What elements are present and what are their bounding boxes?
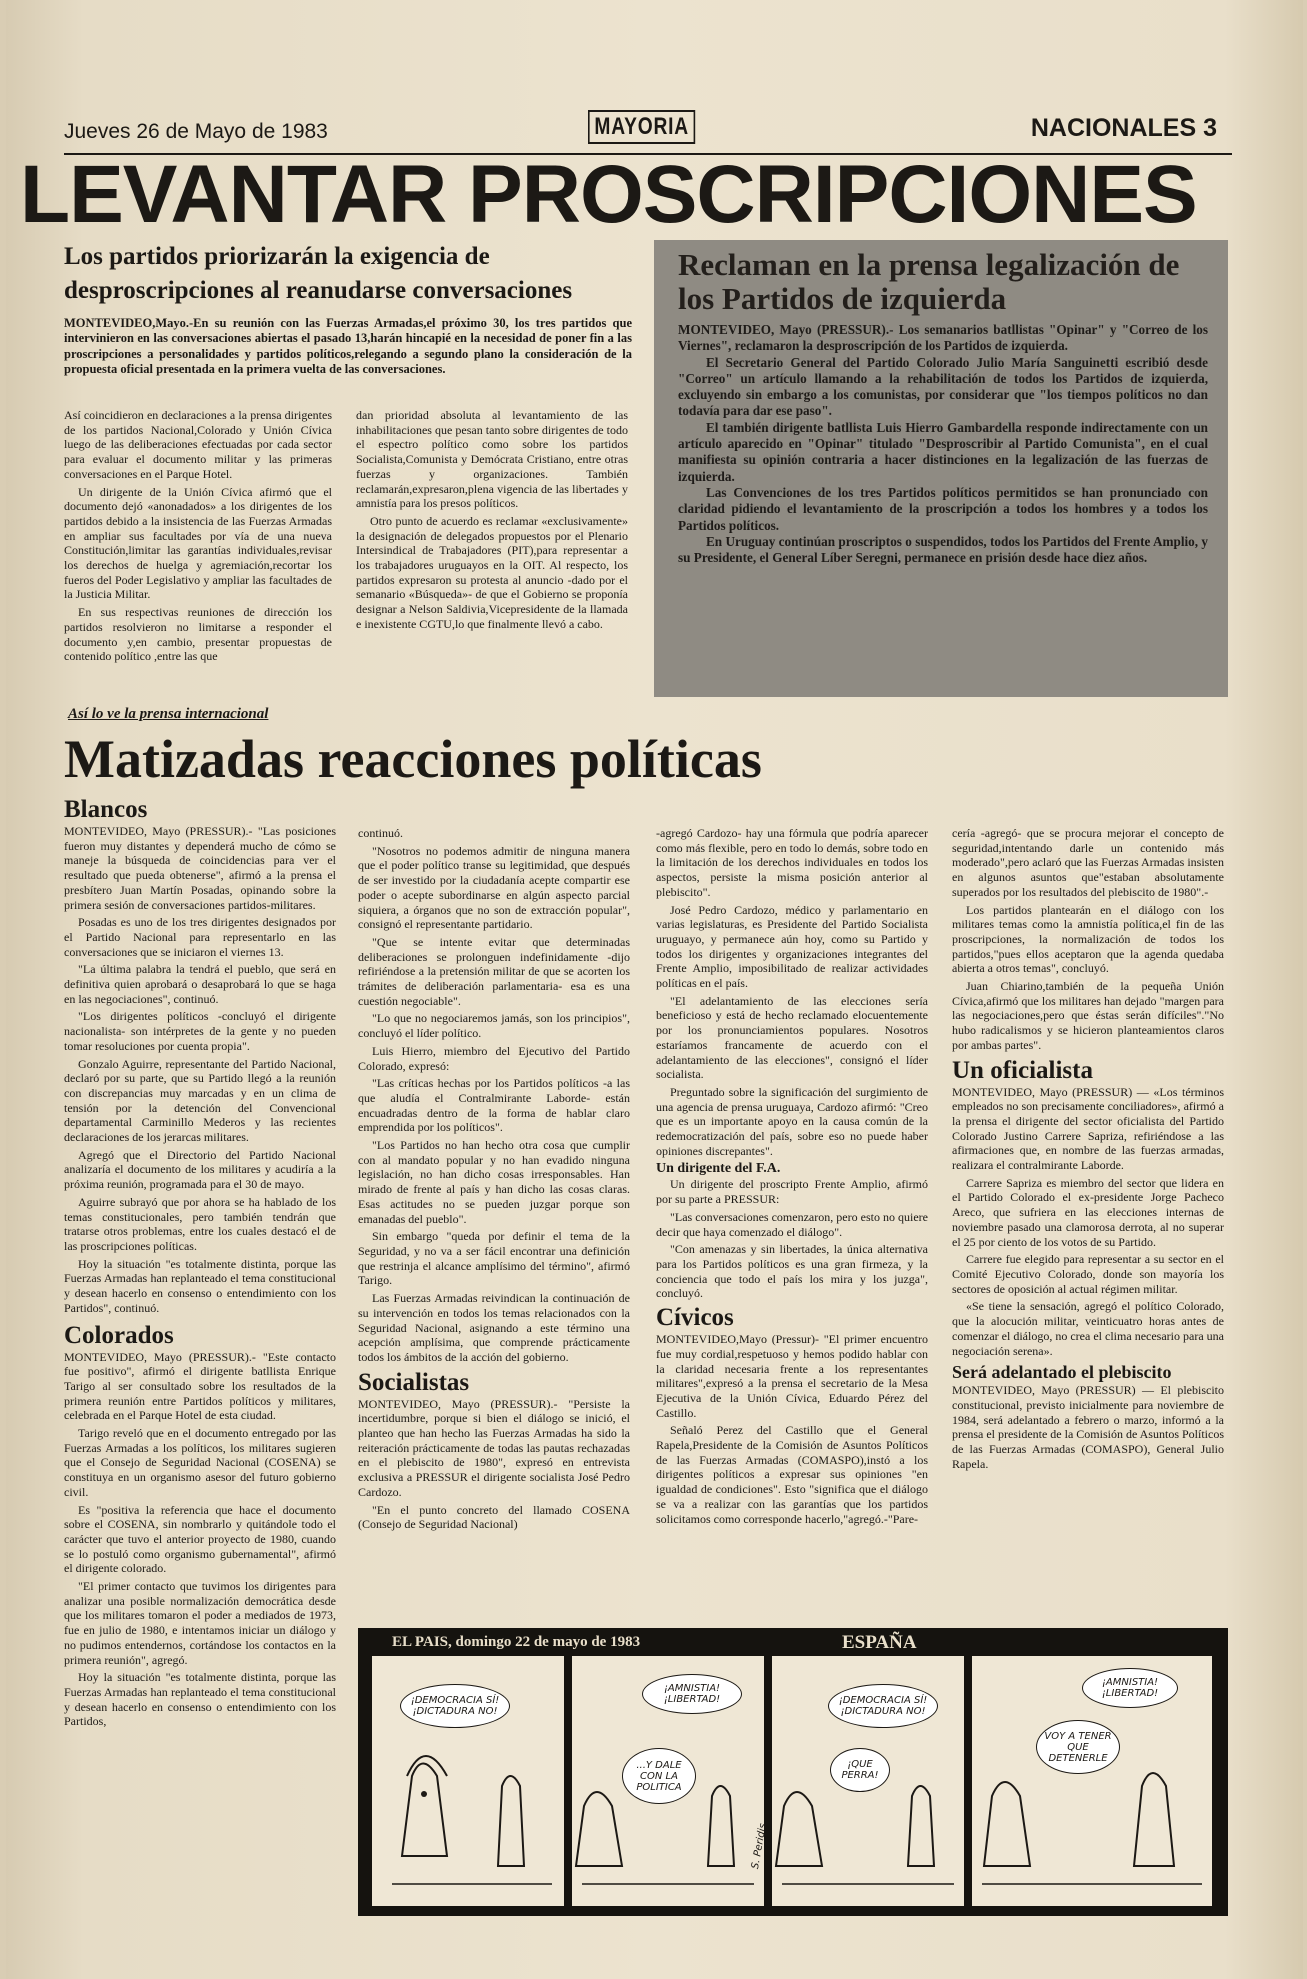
paragraph: Luis Hierro, miembro del Ejecutivo del Partido Colorado, expresó:: [358, 1043, 630, 1073]
blancos-text: [64, 824, 336, 1316]
paragraph: "Las conversaciones comenzaron, pero esto no quiere decir que haya comenzado el diálogo".: [656, 1209, 928, 1239]
lead-article-col2: [356, 408, 628, 635]
paragraph: Agregó que el Directorio del Partido Nacional analizaría el documento de los militares y acudiría a la próxima reunión, programada para el 30 de mayo.: [64, 1147, 336, 1192]
paragraph: continuó.: [358, 826, 403, 840]
paragraph: Un dirigente de la Unión Cívica afirmó que el documento dejó «anonadados» a los dirigentes de los partidos debido a la insistencia de las Fuerzas Armadas en ampliar sus facultades por vía de una nueva Constitución,limitar las garantías individuales,revisar los derechos de huelga y agremiación,recortar los fueros del Poder Legislativo y ampliar las facultades de la Justicia Militar.: [64, 484, 332, 602]
cartoonist-signature: S. Peridis: [750, 1822, 769, 1870]
fa-text: [656, 1177, 928, 1301]
paragraph: Carrere Sapriza es miembro del sector que lidera en el Partido Colorado el ex-presidente Jorge Pacheco Areco, que sufriera en las elecciones internas de noviembre pasado una clamorosa derrota, al no superar el 25 por ciento de los votos de su Partido.: [952, 1175, 1224, 1249]
cartoon-source: EL PAIS, domingo 22 de mayo de 1983: [392, 1634, 641, 1650]
paragraph: Así coincidieron en declaraciones a la prensa dirigentes de los partidos Nacional,Colorado y Unión Cívica luego de las deliberaciones efectuadas por cada sector para evaluar el documento militar y las primeras conversaciones en el Parque Hotel.: [64, 408, 332, 481]
section-col4: [952, 826, 1224, 1474]
col2-text: [358, 826, 630, 1365]
paragraph: Señaló Perez del Castillo que el General Rapela,Presidente de la Comisión de Asuntos Políticos de las Fuerzas Armadas (COMASPO),instó a los dirigentes políticos a expresar sus opiniones "en igualdad de condiciones". Esto "significa que el diálogo se va a realizar con las garantías que los partidos solicitamos como corresponde hacerlo,"agregó.-"Pare-: [656, 1423, 928, 1526]
paragraph: «Se tiene la sensación, agregó el político Colorado, que la alocución militar, veinticuatro horas antes de comenzar el diálogo, no crea el clima necesario para una negociación serena».: [952, 1299, 1224, 1358]
paragraph: "Con amenazas y sin libertades, la única alternativa para los Partidos políticos es una gran firmeza, y la conciencia que todo el país los mira y los juzga", concluyó.: [656, 1242, 928, 1301]
paragraph: "Nosotros no podemos admitir de ninguna manera que el poder político transe su legitimidad, que después de ser investido por la ciudadanía acepte compartir ese poder o acepte subordinarse en algún aspecto parcial siquiera, a órganos que no son de extracción popular", consignó el representante partidario.: [358, 843, 630, 932]
paragraph: MONTEVIDEO, Mayo (PRESSUR).- Los semanarios batllistas "Opinar" y "Correo de los Viernes", reclamaron la desproscripción de los Partidos de izquierda.: [678, 322, 1208, 354]
paragraph: Tarigo reveló que en el documento entregado por las Fuerzas Armadas a los políticos, los militares sugieren que el Consejo de Seguridad Nacional (COSENA) se constituya en un organismo asesor del futuro gobierno civil.: [64, 1426, 336, 1499]
paragraph: "Los dirigentes políticos -concluyó el dirigente nacionalista- son intérpretes de la gente y no pueden tomar resoluciones por cuenta propia".: [64, 1009, 336, 1053]
speech-bubble: ¡DEMOCRACIA SÍ! ¡DICTADURA NO!: [828, 1684, 938, 1728]
paragraph: MONTEVIDEO, Mayo (PRESSUR).- "Persiste la incertidumbre, porque si bien el diálogo se inició, el planteo que han hecho las Fuerzas Armadas ha sido la reiteración prácticamente de todas las pautas rechazadas en el plebiscito de 1980", expresó en entrevista exclusiva a PRESSUR el dirigente socialista José Pedro Cardozo.: [358, 1396, 630, 1499]
cartoon-panel-4: [972, 1656, 1212, 1906]
paragraph: "Las críticas hechas por los Partidos políticos -a las que aludía el Contralmirante Laborde- están encuadradas dentro de la forma de hablar claro emprendida por los políticos".: [358, 1076, 630, 1135]
paragraph: Es "positiva la referencia que hace el documento sobre el COSENA, sin nombrarlo y quitándole todo el carácter que tuvo el anterior proyecto de 1980, cuando se lo postuló como organismo gubernamental", afirmó el dirigente colorado.: [64, 1502, 336, 1576]
speech-bubble: ¡AMNISTIA! ¡LIBERTAD!: [1082, 1668, 1178, 1708]
paragraph: Gonzalo Aguirre, representante del Partido Nacional, declaró por su parte, que su Partido llegó a la reunión con discrepancias muy marcadas y en un clima de tensión por la detención del Convencional departamental Carminillo Mederos y las recientes declaraciones de los jerarcas militares.: [64, 1056, 336, 1145]
header-date: Jueves 26 de Mayo de 1983: [64, 120, 328, 143]
section-col1: [64, 796, 336, 1732]
col3-text: [656, 826, 928, 1158]
paragraph: MONTEVIDEO, Mayo (PRESSUR) — «Los términos empleados no son precisamente conciliadores», afirmó a la prensa el dirigente del sector oficialista del Partido Colorado Justino Carrere Sapriza, refiriéndose a las afirmaciones que, en nombre de las fuerzas armadas, realizara el contralmirante Laborde.: [952, 1084, 1224, 1173]
paragraph: "Que se intente evitar que determinadas deliberaciones se prolonguen indefinidamente -dijo refiriéndose a la pretensión militar de que se acorten los trámites de deliberación parlamentaria- esa es una cuestión negociable".: [358, 934, 630, 1008]
paragraph: Hoy la situación "es totalmente distinta, porque las Fuerzas Armadas han replanteado el tema constitucional y desean hacerlo en consenso o entendimiento con los Partidos", continuó.: [64, 1256, 336, 1315]
cartoon-figures: [972, 1656, 1212, 1906]
paragraph: Posadas es uno de los tres dirigentes designados por el Partido Nacional para representarlo en las conversaciones que se iniciaron el viernes 13.: [64, 915, 336, 959]
lead-article-col1: [64, 408, 332, 667]
cartoon-panel-1: [372, 1656, 564, 1906]
paragraph: -agregó Cardozo- hay una fórmula que podría aparecer como más flexible, pero en todo lo demás, sobre todo en la limitación de los derechos individuales en todos los aspectos, persiste la misma posición anterior al plebiscito".: [656, 826, 928, 899]
paragraph: dan prioridad absoluta al levantamiento de las inhabilitaciones que pesan tanto sobre dirigentes de todo el espectro político como sobre los partidos Socialista,Comunista y Demócrata Cristiano, entre otras fuerzas y organizaciones. También reclamarán,expresaron,plena vigencia de las libertades y amnistía para los presos políticos.: [356, 408, 628, 511]
paper-logo: MAYORIA: [588, 110, 695, 144]
speech-bubble: ¡AMNISTIA! ¡LIBERTAD!: [642, 1674, 742, 1714]
lead-paragraph: MONTEVIDEO,Mayo.-En su reunión con las Fuerzas Armadas,el próximo 30, los tres partidos que intervinieron en las conversaciones abiertas el pasado 13,harán hincapié en la necesidad de poner fin a las proscripciones a personalidades y partidos políticos,relegando a segundo plano la consideración de la propuesta oficial presentada en la primera vuelta de las conversaciones.: [64, 316, 632, 377]
paragraph: MONTEVIDEO, Mayo (PRESSUR).- "Las posiciones fueron muy distantes y dependerá mucho de cómo se maneje la búsqueda de coincidencias para ver el resultado que pueda obtenerse", afirmó a la prensa el presbítero Juan Martín Posadas, opinando sobre la primera sesión de conversaciones partidos-militares.: [64, 824, 336, 912]
paragraph: José Pedro Cardozo, médico y parlamentario en varias legislaturas, es Presidente del Partido Socialista uruguayo, y permanece aún hoy, como su Partido y todos los dirigentes y organizaciones integrantes del Frente Amplio, imposibilitado de realizar actividades políticas en el país.: [656, 902, 928, 991]
paragraph: MONTEVIDEO, Mayo (PRESSUR).- "Este contacto fue positivo", afirmó el dirigente batllista Enrique Tarigo al ser consultado sobre los resultados de la primera reunión entre Partidos políticos y militares, celebrada en el Parque Hotel de esta ciudad.: [64, 1349, 336, 1423]
newspaper-page: [6, 0, 1303, 1979]
paragraph: "En el punto concreto del llamado COSENA (Consejo de Seguridad Nacional): [358, 1502, 630, 1532]
subhead-colorados: Colorados: [64, 1321, 174, 1349]
cartoon-panel-3: [772, 1656, 964, 1906]
paragraph: Los partidos plantearán en el diálogo con los militares temas como la amnistía política,el fin de las proscripciones, la normalización de todos los partidos,"pues ellos aceptaron que la agenda quedaba abierta a otros temas", concluyó.: [952, 902, 1224, 976]
paragraph: Sin embargo "queda por definir el tema de la Seguridad, y no va a ser fácil encontrar una definición que restrinja el alcance amplísimo del término", afirmó Tarigo.: [358, 1229, 630, 1288]
paragraph: Las Convenciones de los tres Partidos políticos permitidos se han pronunciado con claridad pidiendo el levantamiento de la proscripción a todos los hombres y a todos los Partidos políticos.: [678, 484, 1208, 533]
paragraph: cería -agregó- que se procura mejorar el concepto de seguridad,intentando darle un contenido más moderado",pero aclaró que las Fuerzas Armadas insisten en algunos asuntos que"estaban absolutamente superados por los resultados del plebiscito de 1980".-: [952, 826, 1224, 899]
paragraph: En sus respectivas reuniones de dirección los partidos resolvieron no limitarse a responder el documento y,en cambio, presentar propuestas de contenido político ,entre las que: [64, 605, 332, 664]
second-headline: Matizadas reacciones políticas: [64, 729, 762, 789]
plebiscito-text: [952, 1383, 1224, 1471]
paragraph: Un dirigente del proscripto Frente Amplio, afirmó por su parte a PRESSUR:: [656, 1177, 928, 1207]
cartoon-panel-2: [572, 1656, 764, 1906]
paragraph: En Uruguay continúan proscriptos o suspendidos, todos los Partidos del Frente Amplio, y su Presidente, el General Líber Seregni, permanece en prisión desde hace diez años.: [678, 533, 1208, 566]
paragraph: Hoy la situación "es totalmente distinta, porque las Fuerzas Armadas han replanteado el tema constitucional y desean hacerlo en consenso o entendimiento con los Partidos,: [64, 1670, 336, 1729]
paragraph: Preguntado sobre la significación del surgimiento de una agencia de prensa uruguaya, Cardozo afirmó: "Creo que es un importante apoyo en la causa común de la redemocratización del país, sobre eso no puede haber opiniones discrepantes".: [656, 1084, 928, 1158]
paragraph: Carrere fue elegido para representar a su sector en el Comité Ejecutivo Colorado, donde son mayoría los sectores de oposición al actual régimen militar.: [952, 1252, 1224, 1296]
box-body: [678, 322, 1208, 566]
col4-text: [952, 826, 1224, 1053]
subhead-blancos: Blancos: [64, 796, 148, 823]
lead-article-title: Los partidos priorizarán la exigencia de desproscripciones al reanudarse conversaciones: [64, 243, 573, 304]
paragraph: Otro punto de acuerdo es reclamar «exclusivamente» la designación de delegados propuestos por el Plenario Intersindical de Trabajadores (PIT),para representar a los trabajadores uruguayos en la OIT. Al respecto, los partidos expresaron su protesta al anuncio -dado por el semanario «Búsqueda»- de que el Gobierno se proponía designar a Nelson Saldivia,Vicepresidente de la llamada e inexistente CGTU,lo que finalmente llevó a cabo.: [356, 513, 628, 631]
speech-bubble: ¡DEMOCRACIA SÍ! ¡DICTADURA NO!: [400, 1684, 510, 1728]
subhead-civicos: Cívicos: [656, 1304, 734, 1332]
paragraph: "El adelantamiento de las elecciones sería beneficioso y está de hecho reclamado elocuentemente por los pronunciamientos populares. Nosotros estaríamos francamente de acuerdo con el adelantamiento de las elecciones", consignó el líder socialista.: [656, 993, 928, 1082]
subhead-socialistas: Socialistas: [358, 1368, 470, 1396]
paragraph: "El primer contacto que tuvimos los dirigentes para analizar una posible normalización democrática desde que los militares tomaron el poder a mediados de 1973, fue en julio de 1980, e intentamos iniciar un diálogo y no pudimos entendernos, cortándose los contactos en la primera reunión", agregó.: [64, 1579, 336, 1667]
kicker: Así lo ve la prensa internacional: [68, 706, 269, 722]
cartoon-figures: [772, 1656, 964, 1906]
oficialista-text: [952, 1085, 1224, 1359]
subhead-plebiscito: Será adelantado el plebiscito: [952, 1362, 1172, 1383]
paragraph: El también dirigente batllista Luis Hierro Gambardella responde indirectamente con un artículo aparecido en "Opinar" titulado "Desproscribir al Partido Comunista", en el cual manifiesta su opinión contraria a hacer distinciones en la legalización de las fuerzas de izquierda.: [678, 419, 1208, 484]
socialistas-text: [358, 1397, 630, 1532]
colorados-text: [64, 1350, 336, 1730]
cartoon-figures: [372, 1656, 564, 1906]
speech-bubble: VOY A TENER QUE DETENERLE: [1036, 1720, 1120, 1774]
cartoon-figures: [572, 1656, 764, 1906]
paragraph: Aguirre subrayó que por ahora se ha hablado de los temas constitucionales, pero también tendrán que tratarse otros problemas, entre los cuales destacó el de las proscripciones políticas.: [64, 1194, 336, 1253]
subhead-oficialista: Un oficialista: [952, 1056, 1093, 1084]
paragraph: MONTEVIDEO, Mayo (PRESSUR) — El plebiscito constitucional, previsto inicialmente para noviembre de 1984, será adelantado a febrero o marzo, informó a la prensa el presidente de la Comisión de Asuntos Políticos de las Fuerzas Armadas (COMASPO), General Julio Rapela.: [952, 1383, 1224, 1471]
speech-bubble: ¡QUE PERRA!: [830, 1748, 890, 1792]
cartoon-country: ESPAÑA: [842, 1632, 917, 1653]
subhead-fa: Un dirigente del F.A.: [656, 1161, 781, 1177]
paragraph: Juan Chiarino,también de la pequeña Unión Cívica,afirmó que los militares han dejado "margen para las negociaciones,pero que éstas serán difíciles"."No hubo radicalismos y se hicieron planteamientos claros por ambas partes".: [952, 979, 1224, 1052]
section-col3: [656, 826, 928, 1529]
section-label: NACIONALES 3: [1030, 114, 1217, 142]
main-headline: LEVANTAR PROSCRIPCIONES: [20, 149, 1197, 240]
civicos-text: [656, 1332, 928, 1526]
paragraph: MONTEVIDEO,Mayo (Pressur)- "El primer encuentro fue muy cordial,respetuoso y hemos podido hablar con la claridad necesaria frente a los representantes militares",expresó a la prensa el secretario de la Mesa Ejecutiva de la Unión Cívica, Eduardo Pérez del Castillo.: [656, 1332, 928, 1420]
section-col2: [358, 826, 630, 1535]
paragraph: Las Fuerzas Armadas reivindican la continuación de su intervención en todos los temas relacionados con la Seguridad Nacional, asignando a este término una acepción amplísima, que comprende prácticamente todos los ámbitos de la acción del gobierno.: [358, 1291, 630, 1364]
box-title: Reclaman en la prensa legalización de los Partidos de izquierda: [678, 247, 1180, 316]
paragraph: "Los Partidos no han hecho otra cosa que cumplir con al mandato popular y no han evadido ninguna legislación, no han dicho cosas irresponsables. Han mirado de frente al país y han dicho las cosas claras. Esas actitudes no se pueden juzgar porque son emanadas del pueblo".: [358, 1138, 630, 1226]
paragraph: "La última palabra la tendrá el pueblo, que será en definitiva quien aprobará o desaprobará lo que se haga en las negociaciones", continuó.: [64, 962, 336, 1006]
paragraph: "Lo que no negociaremos jamás, son los principios", concluyó el líder político.: [358, 1011, 630, 1041]
speech-bubble: ...Y DALE CON LA POLITICA: [622, 1748, 696, 1804]
paragraph: El Secretario General del Partido Colorado Julio María Sanguinetti escribió desde "Correo" un artículo llamando a la rehabilitación de todos los Partidos de izquierda, excluyendo sin embargo a los comunistas, por considerar que "los tiempos políticos no dan todavía para dar ese paso".: [678, 354, 1208, 419]
